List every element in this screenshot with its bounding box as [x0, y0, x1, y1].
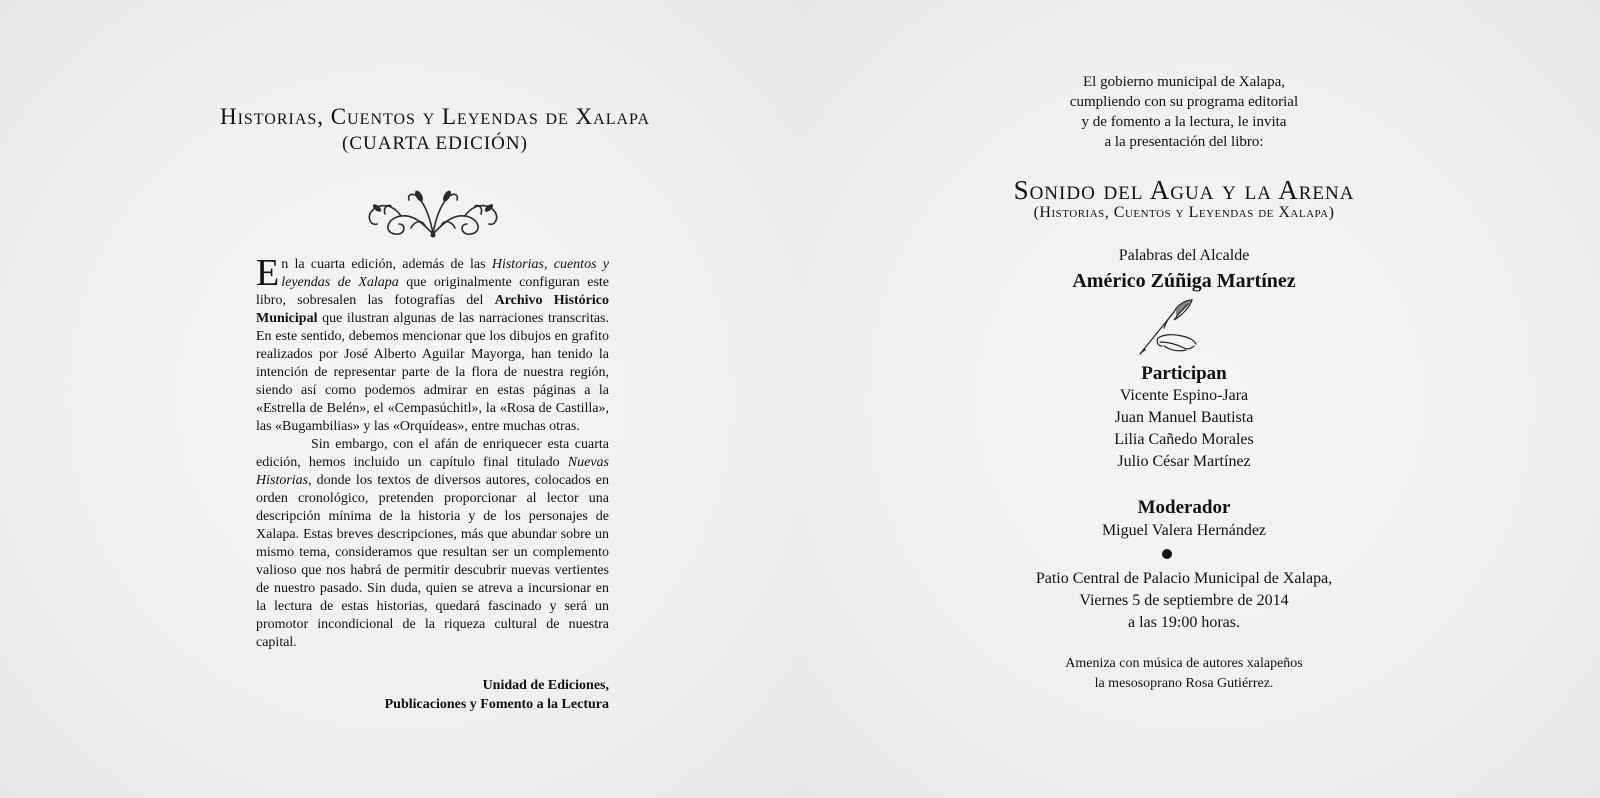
intro-line: El gobierno municipal de Xalapa,	[1082, 74, 1286, 90]
text-run: Sin embargo, con el afán de enriquecer esta cuarta edición, hemos incluido un capítulo final titulado	[256, 437, 609, 470]
intro-text	[900, 72, 1468, 152]
music-line: la mesosoprano Rosa Gutiérrez.	[1094, 676, 1274, 691]
participant-name: Lilia Cañedo Morales	[1114, 431, 1254, 448]
venue-line: Patio Central de Palacio Municipal de Xalapa,	[1035, 570, 1333, 587]
text-run: que ilustran algunas de las narraciones transcritas. En este sentido, debemos mencionar que los dibujos en grafito realizados por José Alberto Aguilar Mayorga, han tenido la intención de representar parte de la flora de nuestra región, siendo así como podemos admirar en estas páginas a la «Estrella de Belén», el «Cempasúchitl», la «Rosa de Castilla», las «Bugambilias» y las «Orquídeas», entre muchas otras.	[256, 311, 609, 434]
text-run: que originalmente configuran este libro, sobresalen las fotografías del	[256, 275, 609, 308]
participant-name: Vicente Espino-Jara	[1119, 387, 1249, 404]
body-text	[256, 252, 610, 652]
archive-name: Archivo Histórico Municipal	[256, 293, 609, 326]
credit	[256, 676, 609, 714]
drop-cap: E	[256, 252, 280, 294]
quill-hand-icon	[1134, 298, 1198, 358]
venue-details	[900, 568, 1468, 634]
book-title-italic: Historias, cuentos y leyendas de Xalapa	[281, 257, 610, 290]
floral-flourish-icon	[365, 186, 501, 240]
credit-line-2: Publicaciones y Fomento a la Lectura	[384, 697, 609, 712]
participant-name: Julio César Martínez	[1117, 453, 1251, 470]
book-title: Sonido del Agua y la Arena	[1013, 175, 1355, 205]
participant-name: Juan Manuel Bautista	[1114, 409, 1254, 426]
intro-line: y de fomento a la lectura, le invita	[1081, 114, 1287, 130]
time-line: a las 19:00 horas.	[1128, 614, 1240, 631]
paragraph-1	[256, 252, 610, 436]
participants-list	[900, 385, 1468, 473]
intro-line: a la presentación del libro:	[1104, 134, 1264, 150]
paragraph-2	[256, 436, 609, 652]
participants-heading: Participan	[1141, 363, 1227, 384]
page-subtitle: (CUARTA EDICIÓN)	[342, 133, 528, 154]
mayor-name: Américo Zúñiga Martínez	[1072, 270, 1296, 292]
bullet-separator	[1162, 549, 1172, 559]
credit-line-1: Unidad de Ediciones,	[482, 678, 609, 693]
words-label: Palabras del Alcalde	[1118, 247, 1250, 264]
text-run: n la cuarta edición, además de las	[281, 257, 492, 272]
chapter-title-italic: Nuevas Historias	[256, 455, 609, 488]
page-title: Historias, Cuentos y Leyendas de Xalapa	[219, 104, 651, 129]
intro-line: cumpliendo con su programa editorial	[1069, 94, 1299, 110]
moderator-name: Miguel Valera Hernández	[1101, 522, 1267, 539]
date-line: Viernes 5 de septiembre de 2014	[1079, 592, 1289, 609]
text-run: , donde los textos de diversos autores, colocados en orden cronológico, pretenden proporcionar al lector una descripción mínima de la historia y de los personajes de Xalapa. Estas breves descripciones, más que abundar sobre un mismo tema, consideramos que resultan ser un complemento valioso que nos habrá de permitir descubrir nuevas vertientes de nuestro pasado. Sin duda, quien se atreva a incursionar en la lectura de estas historias, quedará fascinado y será un promotor incondicional de la riqueza cultural de nuestra capital.	[256, 473, 609, 650]
moderator-heading: Moderador	[1137, 497, 1231, 518]
music-line: Ameniza con música de autores xalapeños	[1065, 656, 1303, 671]
music-note	[900, 654, 1468, 694]
book-subtitle: (Historias, Cuentos y Leyendas de Xalapa)	[1033, 204, 1335, 221]
